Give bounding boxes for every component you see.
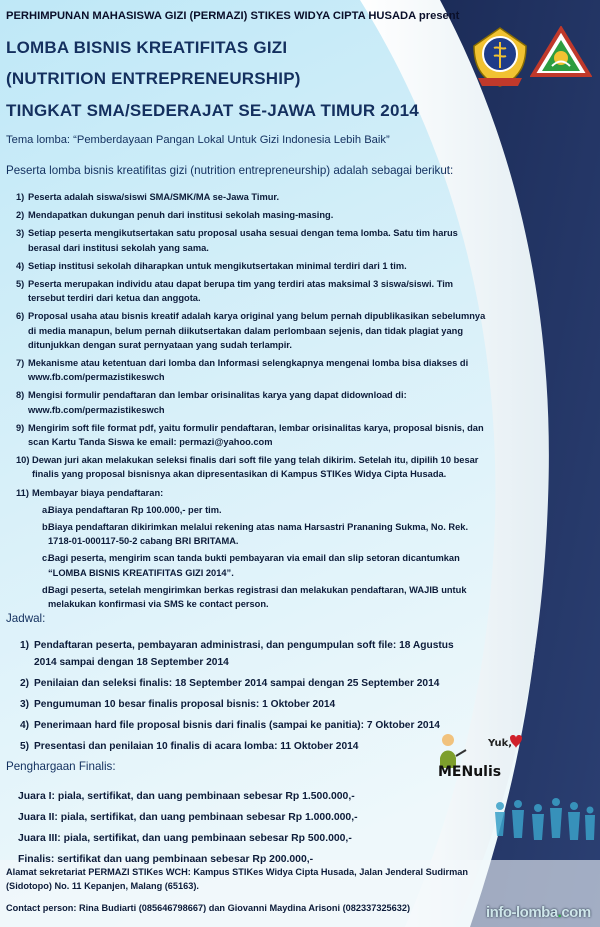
prize-juara-2: Juara II: piala, sertifikat, dan uang pembinaan sebesar Rp 1.000.000,- — [18, 812, 358, 823]
item-number: 4) — [16, 260, 25, 271]
item-number: 8) — [16, 390, 25, 401]
prize-juara-1: Juara I: piala, sertifikat, dan uang pembinaan sebesar Rp 1.500.000,- — [18, 791, 355, 802]
item-letter: c. — [42, 553, 50, 564]
menulis-label: MENulis — [438, 764, 502, 778]
item-number: 9) — [16, 422, 25, 433]
watermark-right: com — [561, 904, 591, 921]
list-item — [6, 675, 466, 692]
list-item — [6, 453, 492, 481]
item-text: Peserta merupakan individu atau dapat berupa tim yang terdiri atas maksimal 3 siswa/siswi. Tim tersebut terdiri dari ketua dan anggota. — [28, 279, 454, 304]
item-text: Presentasi dan penilaian 10 finalis di acara lomba: 11 Oktober 2014 — [34, 741, 359, 752]
list-item — [6, 388, 492, 416]
item-number: 6) — [16, 311, 25, 322]
item-text: Dewan juri akan melakukan seleksi finalis dari soft file yang telah dikirim. Setelah itu, dipilih 10 besar finalis yang proposal bisnisnya akan dipresentasikan di Kampus STIKes Widya Cipta Husada. — [32, 455, 479, 480]
item-number: 11) — [16, 487, 29, 498]
list-item — [32, 503, 492, 517]
item-text: Pengumuman 10 besar finalis proposal bisnis: 1 Oktober 2014 — [34, 699, 336, 710]
item-text: Setiap peserta mengikutsertakan satu proposal usaha sesuai dengan tema lomba. Satu tim harus berasal dari institusi sekolah yang sama. — [28, 228, 458, 253]
people-silhouettes — [490, 796, 598, 844]
list-item — [6, 356, 492, 384]
item-number: 1) — [16, 192, 25, 202]
item-number: 2) — [16, 210, 25, 221]
item-letter: b. — [42, 522, 51, 533]
person-icon — [442, 734, 454, 746]
list-item — [6, 259, 492, 273]
item-number: 5) — [20, 741, 30, 752]
item-text: Mendapatkan dukungan penuh dari institusi sekolah masing-masing. — [28, 210, 334, 221]
item-letter: a. — [42, 504, 50, 515]
list-item — [6, 696, 466, 713]
prize-finalis: Finalis: sertifikat dan uang pembinaan sebesar Rp 200.000,- — [18, 854, 314, 865]
item-number: 3) — [20, 699, 30, 710]
list-item — [6, 208, 492, 222]
title-line-1: LOMBA BISNIS KREATIFITAS GIZI — [6, 38, 288, 57]
item-text: Penerimaan hard file proposal bisnis dari finalis (sampai ke panitia): 7 Oktober 2014 — [34, 720, 440, 731]
yuk-menulis-illustration — [436, 728, 522, 778]
item-text: Peserta adalah siswa/siswi SMA/SMK/MA se-Jawa Timur. — [28, 192, 280, 202]
item-text: Bagi peserta, mengirim scan tanda bukti pembayaran via email dan slip setoran dicantumkan “LOMBA BISNIS KREATIFITAS GIZI 2014”. — [48, 553, 460, 578]
item-number: 7) — [16, 358, 25, 369]
list-item — [6, 277, 492, 305]
item-number: 3) — [16, 228, 25, 239]
watermark-dot: . — [557, 904, 562, 921]
title-line-3: TINGKAT SMA/SEDERAJAT SE-JAWA TIMUR 2014 — [6, 101, 419, 120]
title-line-2: (NUTRITION ENTREPRENEURSHIP) — [6, 69, 301, 88]
list-item — [6, 717, 466, 734]
item-number: 2) — [20, 678, 30, 689]
list-item — [6, 486, 492, 612]
list-item — [32, 551, 492, 579]
secretariat-address: Alamat sekretariat PERMAZI STIKes WCH: Kampus STIKes Widya Cipta Husada, Jalan Jenderal Sudirman (Sidotopo) No. 11 Kepanjen, Malang (65163). — [6, 867, 468, 891]
contact-person: Contact person: Rina Budiarti (085646798667) dan Giovanni Maydina Arisoni (082337325632) — [6, 903, 411, 913]
item-letter: d. — [42, 584, 51, 595]
list-item — [6, 309, 492, 352]
rules-list — [6, 190, 492, 615]
item-text: Biaya pendaftaran Rp 100.000,- per tim. — [48, 504, 222, 515]
item-text: Pendaftaran peserta, pembayaran administrasi, dan pengumpulan soft file: 18 Agustus 2014 sampai dengan 18 September 2014 — [34, 640, 454, 668]
permazi-logo — [530, 26, 592, 78]
list-item — [6, 738, 466, 755]
list-item — [6, 637, 466, 671]
item-text: Biaya pendaftaran dikirimkan melalui rekening atas nama Harsastri Prananing Sukma, No. Rek. 1718-01-000117-50-2 cabang BRI BRITAMA. — [48, 522, 469, 547]
prize-juara-3: Juara III: piala, sertifikat, dan uang pembinaan sebesar Rp 500.000,- — [18, 833, 352, 844]
jadwal-list — [6, 637, 466, 759]
intro-text: Peserta lomba bisnis kreatifitas gizi (nutrition entrepreneurship) adalah sebagai berikut: — [6, 164, 454, 177]
list-item — [32, 520, 492, 548]
prize-list — [18, 786, 358, 870]
jadwal-heading: Jadwal: — [6, 612, 46, 625]
item-text: Proposal usaha atau bisnis kreatif adalah karya original yang belum pernah dipublikasikan sebelumnya di media manapun, belum pernah diikutsertakan dalam perlombaan sejenis, dan tidak plagiat yang ditunjukkan dengan surat pernyataan yang sudah terlampir. — [28, 311, 486, 350]
item-text: Penilaian dan seleksi finalis: 18 September 2014 sampai dengan 25 September 2014 — [34, 678, 440, 689]
item-number: 1) — [20, 640, 30, 651]
item-text: Mengisi formulir pendaftaran dan lembar orisinalitas karya yang dapat didownload di: www.fb.com/permazistikeswch — [28, 390, 407, 415]
item-number: 4) — [20, 720, 30, 731]
item-text: Bagi peserta, setelah mengirimkan berkas registrasi dan melakukan pendaftaran, WAJIB untuk melakukan konfirmasi via SMS ke contact person. — [48, 584, 467, 610]
presenter-line: PERHIMPUNAN MAHASISWA GIZI (PERMAZI) STIKES WIDYA CIPTA HUSADA present — [6, 10, 460, 22]
item-number: 5) — [16, 279, 25, 290]
watermark-left: info-lomba — [486, 904, 558, 921]
item-text: Mengirim soft file format pdf, yaitu formulir pendaftaran, lembar orisinalitas karya, proposal bisnis, dan scan Kartu Tanda Siswa ke email: permazi@yahoo.com — [28, 422, 484, 448]
payment-list — [32, 503, 492, 611]
item-text: Setiap institusi sekolah diharapkan untuk mengikutsertakan minimal terdiri dari 1 tim. — [28, 260, 407, 271]
yuk-label: Yuk, — [488, 738, 513, 749]
stikes-logo — [470, 24, 530, 90]
penghargaan-heading: Penghargaan Finalis: — [6, 760, 116, 773]
tema-lomba: Tema lomba: “Pemberdayaan Pangan Lokal Untuk Gizi Indonesia Lebih Baik” — [6, 134, 390, 146]
item-text: Mekanisme atau ketentuan dari lomba dan Informasi selengkapnya mengenai lomba bisa diakses di www.fb.com/permazistikeswch — [28, 358, 469, 383]
list-item — [6, 226, 492, 254]
item-text: Membayar biaya pendaftaran: — [32, 487, 164, 498]
list-item — [32, 583, 492, 611]
list-item — [6, 421, 492, 449]
item-number: 10) — [16, 455, 30, 466]
list-item — [6, 190, 492, 204]
watermark — [486, 904, 591, 921]
